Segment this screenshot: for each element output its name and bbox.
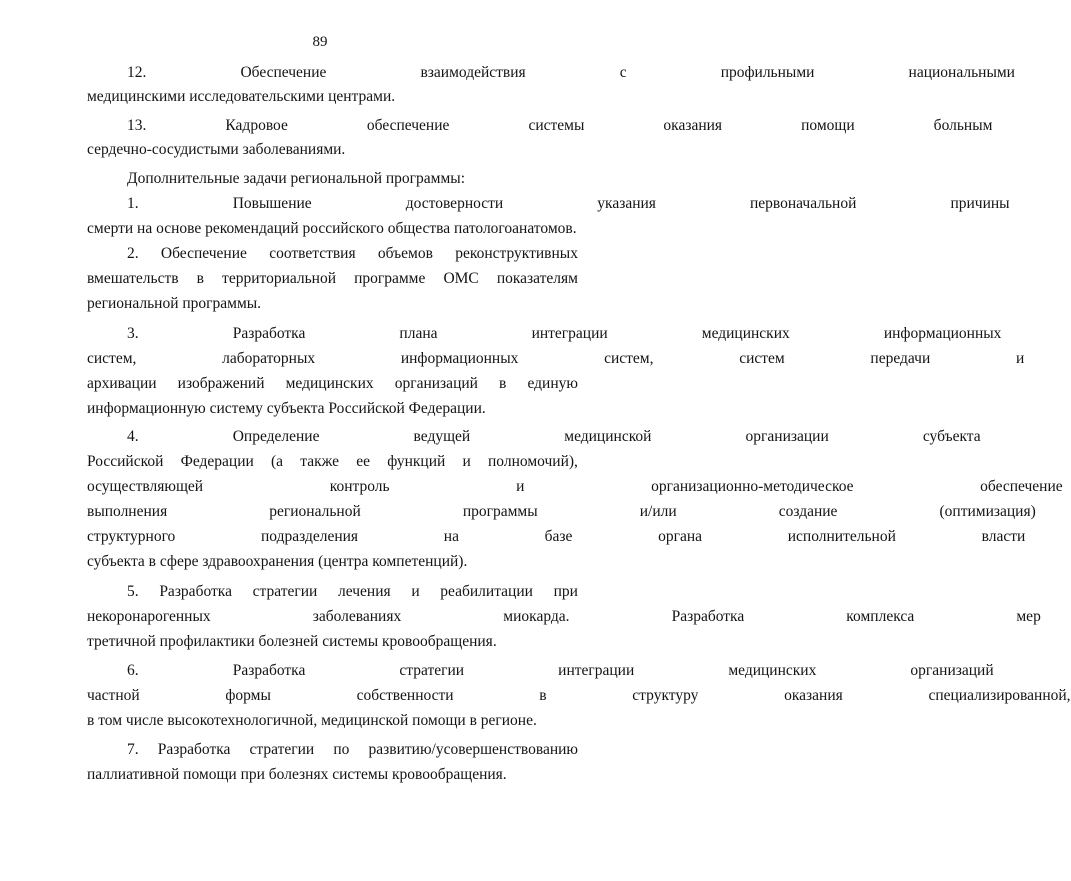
justified-line [127, 245, 578, 263]
word: Федерации [180, 453, 254, 470]
text-line [0, 741, 640, 759]
line-text: систем, лабораторных информационных систем, систем передачи и [87, 350, 1025, 367]
text-line [0, 633, 640, 651]
word: показателям [496, 270, 578, 287]
line-text: некоронарогенных заболеваниях миокарда. Разработка комплекса мер [87, 608, 1041, 625]
justified-line [87, 270, 578, 288]
text-line [0, 64, 1015, 82]
text-line [0, 608, 1041, 626]
line-text: 3. Разработка плана интеграции медицинских информационных [127, 325, 1002, 342]
word: ОМС [443, 270, 479, 287]
word: по [333, 741, 350, 758]
justified-line [127, 583, 578, 601]
word: в [499, 375, 507, 392]
text-line [0, 687, 1071, 705]
line-text: 6. Разработка стратегии интеграции медицинских организаций [127, 662, 994, 679]
word: и [462, 453, 471, 470]
line-text: третичной профилактики болезней системы кровообращения. [87, 633, 497, 650]
line-text: осуществляющей контроль и организационно-методическое обеспечение [87, 478, 1063, 495]
text-line [0, 170, 640, 188]
text-line [0, 766, 640, 784]
line-text: сердечно-сосудистыми заболеваниями. [87, 141, 346, 158]
word: лечения [338, 583, 391, 600]
justified-line [127, 741, 578, 759]
text-line [0, 428, 981, 446]
text-line [0, 503, 1036, 521]
word: полномочий), [488, 453, 578, 470]
text-line [0, 270, 640, 288]
text-line [0, 141, 640, 159]
word: соответствия [269, 245, 356, 262]
word: стратегии [252, 583, 318, 600]
word: в [196, 270, 204, 287]
word: медицинских [285, 375, 374, 392]
line-text: субъекта в сфере здравоохранения (центра компетенций). [87, 553, 468, 570]
line-text: смерти на основе рекомендаций российского общества патологоанатомов. [87, 220, 577, 237]
text-line [0, 220, 640, 238]
text-line [0, 712, 640, 730]
text-line [0, 528, 1026, 546]
line-text: Дополнительные задачи региональной программы: [127, 170, 466, 187]
line-text: 1. Повышение достоверности указания первоначальной причины [127, 195, 1010, 212]
text-line [0, 88, 640, 106]
word: ее [356, 453, 370, 470]
text-line [0, 478, 1063, 496]
word: функций [387, 453, 446, 470]
line-text: частной формы собственности в структуру оказания специализированной, [87, 687, 1071, 704]
word: архивации [87, 375, 157, 392]
line-text: медицинскими исследовательскими центрами. [87, 88, 396, 105]
justified-line [87, 453, 578, 471]
word: реконструктивных [455, 245, 578, 262]
text-line [0, 553, 640, 571]
text-line [0, 583, 640, 601]
word: развитию/усовершенствованию [368, 741, 578, 758]
line-text: 4. Определение ведущей медицинской организации субъекта [127, 428, 981, 445]
word: организаций [394, 375, 478, 392]
text-line [0, 400, 640, 418]
word: (а [271, 453, 284, 470]
line-text: в том числе высокотехнологичной, медицинской помощи в регионе. [87, 712, 537, 729]
word: территориальной [222, 270, 337, 287]
text-line [0, 662, 994, 680]
word: изображений [177, 375, 265, 392]
word: объемов [377, 245, 433, 262]
word: 7. [127, 741, 139, 758]
page-number: 89 [312, 34, 328, 50]
line-text: выполнения региональной программы и/или создание (оптимизация) [87, 503, 1036, 520]
word: программе [354, 270, 426, 287]
line-text: региональной программы. [87, 295, 262, 312]
text-line [0, 245, 640, 263]
text-line [0, 295, 640, 313]
text-line [0, 375, 640, 393]
text-line [0, 350, 1025, 368]
text-line [0, 453, 640, 471]
word: и [411, 583, 420, 600]
word: 5. [127, 583, 139, 600]
word: также [300, 453, 340, 470]
word: Разработка [159, 583, 232, 600]
justified-line [87, 375, 578, 393]
word: при [553, 583, 578, 600]
line-text: структурного подразделения на базе органа исполнительной власти [87, 528, 1026, 545]
line-text: 12. Обеспечение взаимодействия с профильными национальными [127, 64, 1015, 81]
word: Российской [87, 453, 164, 470]
line-text: информационную систему субъекта Российской Федерации. [87, 400, 486, 417]
word: 2. [127, 245, 139, 262]
text-line [0, 195, 1010, 213]
word: стратегии [249, 741, 315, 758]
text-line [0, 325, 1002, 343]
text-line [0, 117, 993, 135]
word: единую [527, 375, 578, 392]
line-text: паллиативной помощи при болезнях системы кровообращения. [87, 766, 507, 783]
word: вмешательств [87, 270, 179, 287]
word: реабилитации [440, 583, 533, 600]
line-text: 13. Кадровое обеспечение системы оказания помощи больным [127, 117, 993, 134]
word: Обеспечение [160, 245, 247, 262]
word: Разработка [157, 741, 231, 758]
